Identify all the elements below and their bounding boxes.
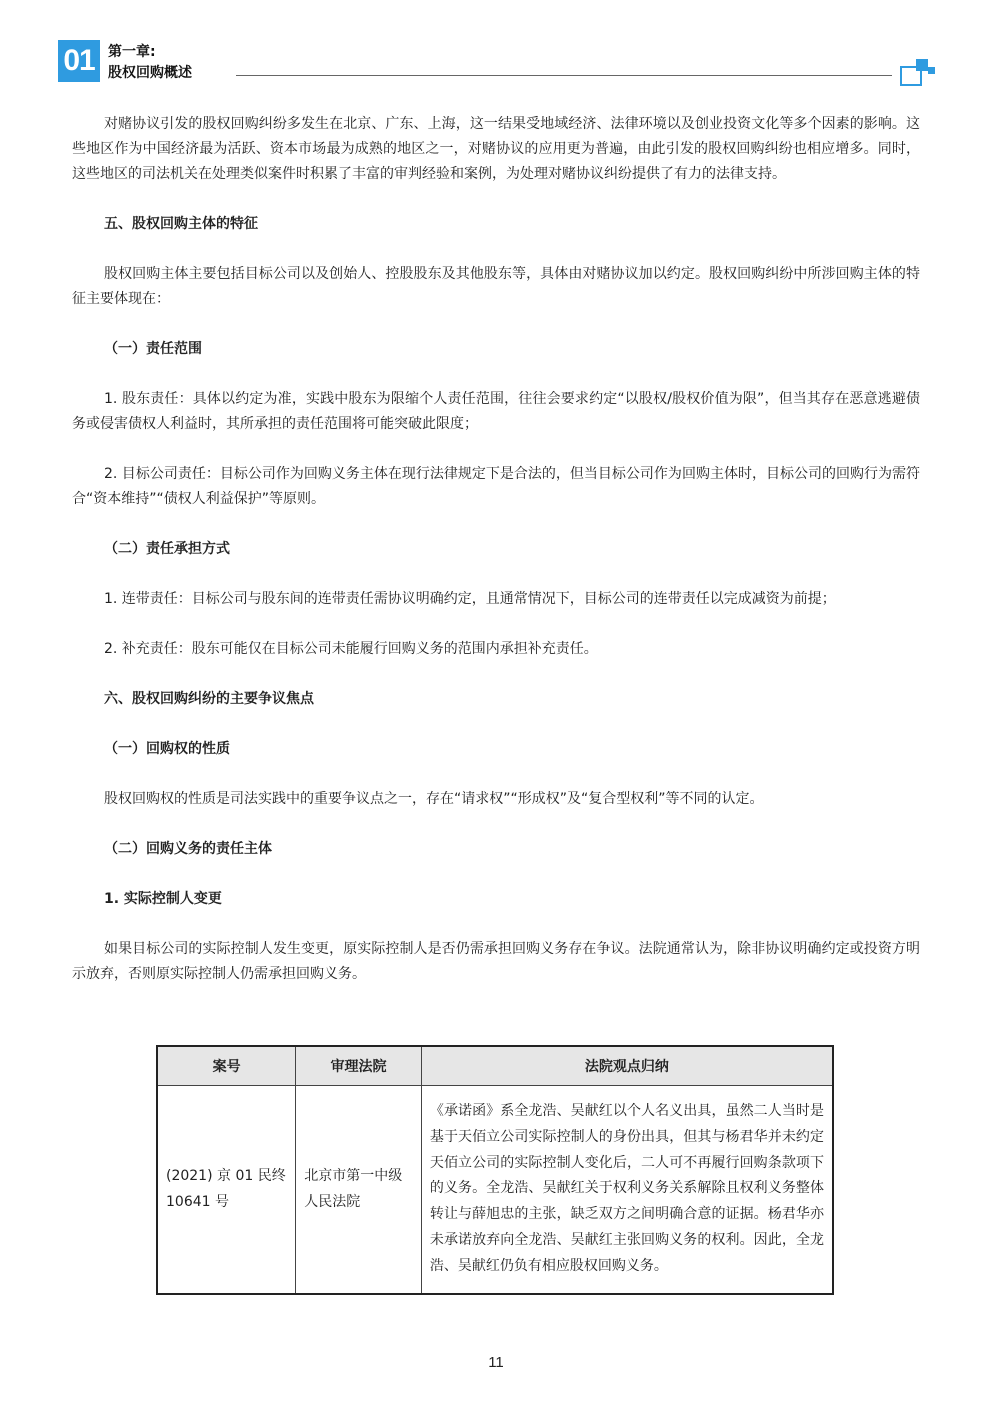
column-header-court: 审理法院	[296, 1046, 422, 1086]
corner-squares-icon	[900, 58, 936, 88]
page-header	[58, 40, 938, 90]
section-heading: 六、股权回购纠纷的主要争议焦点	[104, 691, 314, 707]
column-header-court-opinion: 法院观点归纳	[421, 1046, 833, 1086]
table-row	[157, 1086, 833, 1294]
header-divider	[236, 75, 892, 76]
column-header-case-number: 案号	[157, 1046, 296, 1086]
body-paragraph: 股权回购主体主要包括目标公司以及创始人、控股股东及其他股东等，具体由对赌协议加以约定。股权回购纠纷中所涉回购主体的特征主要体现在：	[72, 266, 920, 307]
body-paragraph: 1. 连带责任：目标公司与股东间的连带责任需协议明确约定，且通常情况下，目标公司的连带责任以完成减资为前提；	[104, 591, 836, 607]
chapter-label: 第一章:	[108, 44, 156, 60]
section-heading: 五、股权回购主体的特征	[104, 216, 258, 232]
case-number-cell: (2021) 京 01 民终 10641 号	[157, 1086, 296, 1294]
section-heading: （二）责任承担方式	[104, 541, 230, 557]
chapter-title	[108, 42, 192, 84]
body-paragraph: 1. 股东责任：具体以约定为准，实践中股东为限缩个人责任范围，往往会要求约定“以股权/股权价值为限”，但当其存在恶意逃避债务或侵害债权人利益时，其所承担的责任范围将可能突破此限度；	[72, 391, 920, 432]
section-heading: （二）回购义务的责任主体	[104, 841, 272, 857]
body-paragraph: 2. 目标公司责任：目标公司作为回购义务主体在现行法律规定下是合法的，但当目标公司作为回购主体时，目标公司的回购行为需符合“资本维持”“债权人利益保护”等原则。	[72, 466, 920, 507]
body-paragraph: 股权回购权的性质是司法实践中的重要争议点之一，存在“请求权”“形成权”及“复合型权利”等不同的认定。	[104, 791, 764, 807]
section-heading: （一）责任范围	[104, 341, 202, 357]
case-table	[156, 1045, 834, 1295]
chapter-name: 股权回购概述	[108, 65, 192, 81]
opinion-cell: 《承诺函》系全龙浩、吴献红以个人名义出具，虽然二人当时是基于天佰立公司实际控制人的身份出具，但其与杨君华并未约定天佰立公司的实际控制人变化后，二人可不再履行回购条款项下的义务。全龙浩、吴献红关于权利义务关系解除且权利义务整体转让与薛旭忠的主张，缺乏双方之间明确合意的证据。杨君华亦未承诺放弃向全龙浩、吴献红主张回购义务的权利。因此，全龙浩、吴献红仍负有相应股权回购义务。	[421, 1086, 833, 1294]
table-header-row	[157, 1046, 833, 1086]
page-number: 11	[488, 1354, 504, 1371]
body-paragraph: 如果目标公司的实际控制人发生变更，原实际控制人是否仍需承担回购义务存在争议。法院通常认为，除非协议明确约定或投资方明示放弃，否则原实际控制人仍需承担回购义务。	[72, 941, 920, 982]
chapter-number-badge: 01	[58, 40, 100, 82]
section-heading: 1. 实际控制人变更	[104, 891, 222, 907]
court-cell: 北京市第一中级人民法院	[296, 1086, 422, 1294]
document-body	[72, 112, 920, 1012]
section-heading: （一）回购权的性质	[104, 741, 230, 757]
body-paragraph: 2. 补充责任：股东可能仅在目标公司未能履行回购义务的范围内承担补充责任。	[104, 641, 598, 657]
body-paragraph: 对赌协议引发的股权回购纠纷多发生在北京、广东、上海，这一结果受地域经济、法律环境以及创业投资文化等多个因素的影响。这些地区作为中国经济最为活跃、资本市场最为成熟的地区之一，对赌协议的应用更为普遍，由此引发的股权回购纠纷也相应增多。同时，这些地区的司法机关在处理类似案件时积累了丰富的审判经验和案例，为处理对赌协议纠纷提供了有力的法律支持。	[72, 116, 920, 182]
